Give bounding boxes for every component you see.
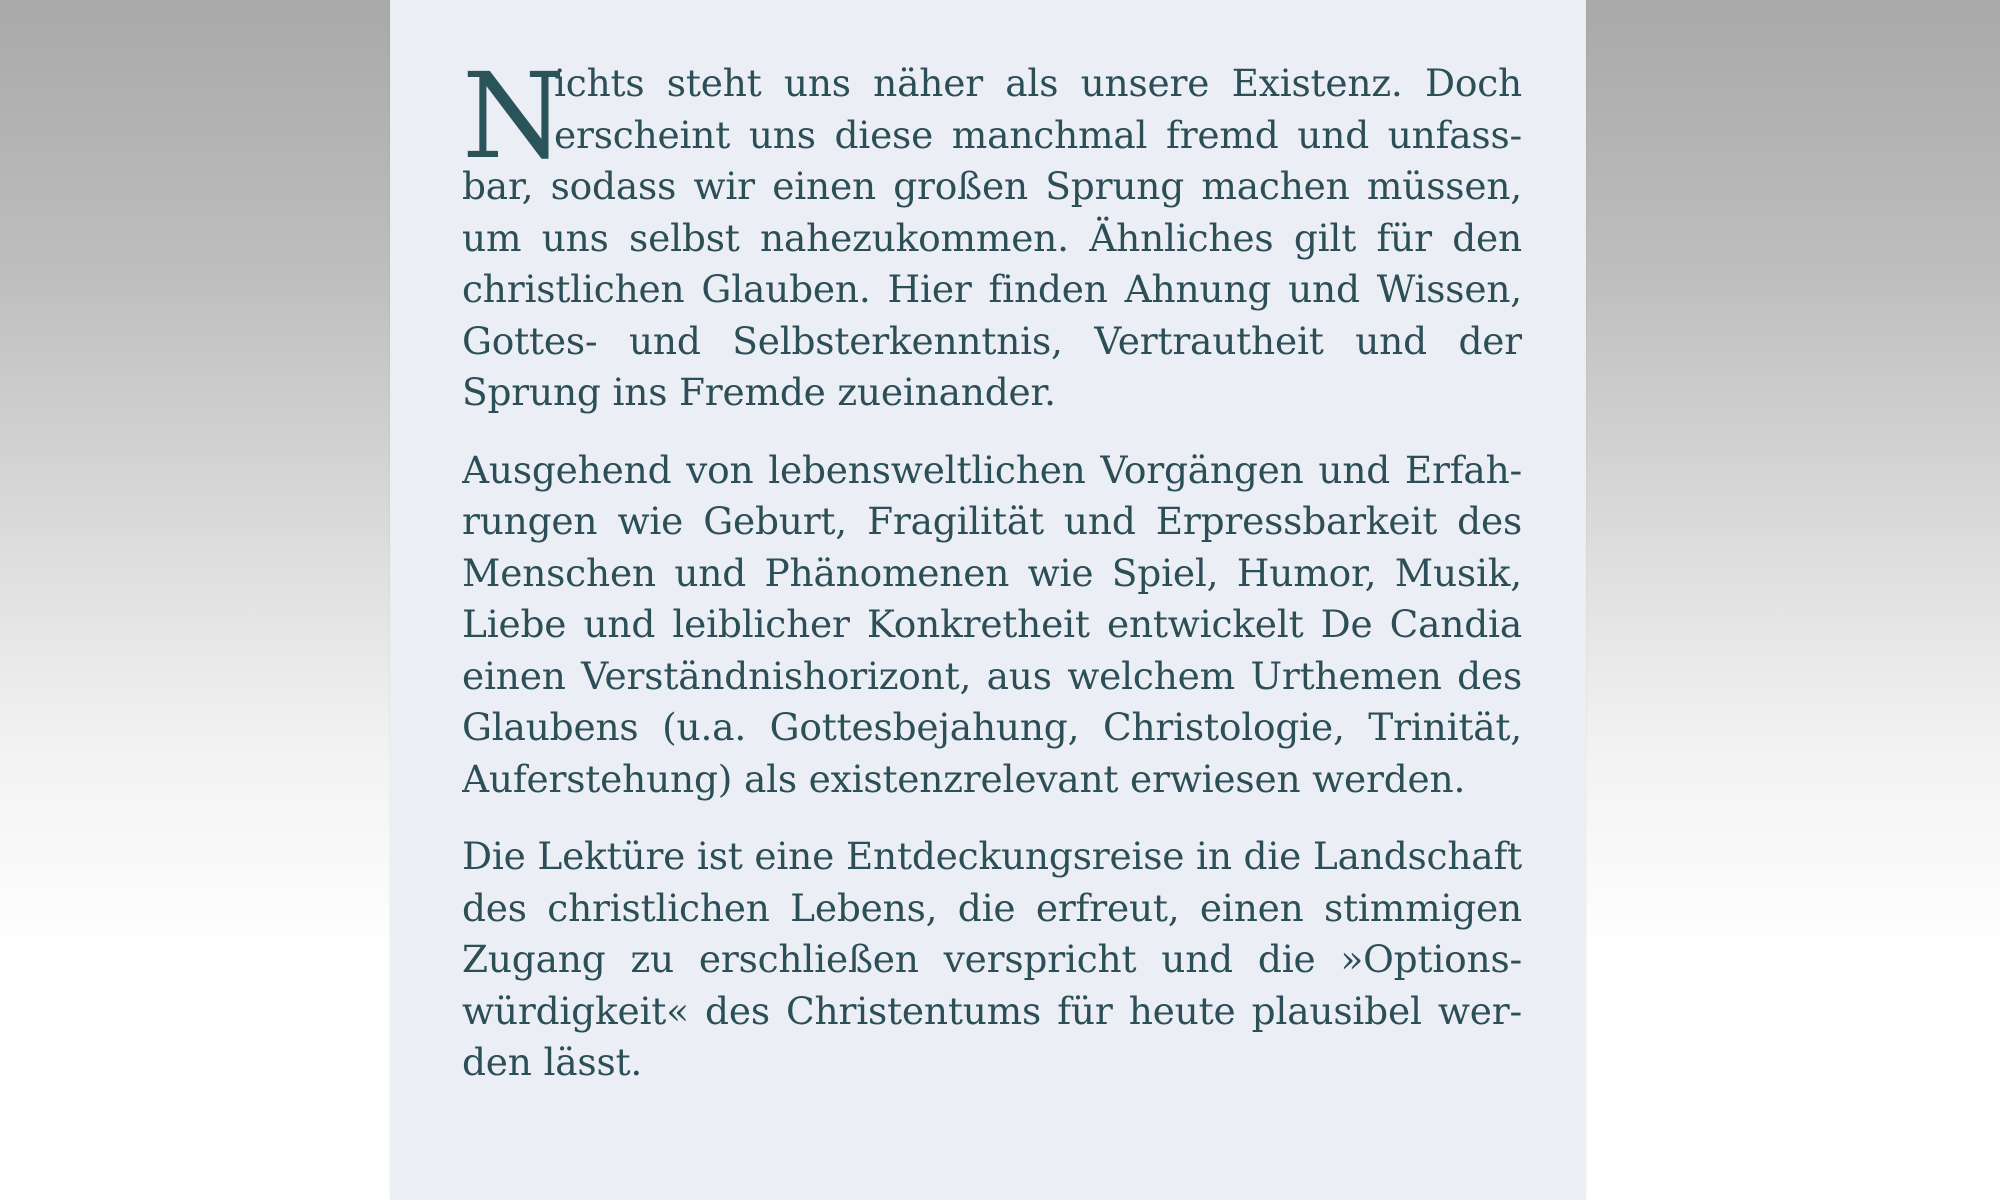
text-line: Gottes- und Selbsterkenntnis, Vertrautheit und der <box>462 318 1522 363</box>
text-line: ichts steht uns näher als unsere Existenz. Doch <box>554 61 1522 105</box>
paragraph-3 <box>462 831 1522 1089</box>
text-line: Zugang zu erschließen verspricht und die »Options- <box>462 937 1522 981</box>
text-line: bar, sodass wir einen großen Sprung machen müssen, <box>462 164 1522 208</box>
text-line: Sprung ins Fremde zueinander. <box>462 370 1056 414</box>
drop-cap: N <box>462 47 566 185</box>
text-line: Menschen und Phänomenen wie Spiel, Humor, Musik, <box>462 550 1522 595</box>
text-line: christlichen Glauben. Hier finden Ahnung und Wissen, <box>462 267 1522 311</box>
paragraph-1 <box>462 47 1522 419</box>
paragraph-2 <box>462 445 1522 806</box>
blurb-text <box>462 47 1522 1089</box>
text-line: den lässt. <box>462 1040 643 1084</box>
text-line: um uns selbst nahezukommen. Ähnliches gilt für den <box>462 215 1522 260</box>
text-line: des christlichen Lebens, die erfreut, einen stimmigen <box>462 885 1522 930</box>
text-line: erscheint uns diese manchmal fremd und unfass- <box>554 112 1522 157</box>
text-line: würdigkeit« des Christentums für heute plausibel wer- <box>462 988 1522 1033</box>
text-line: Auferstehung) als existenzrelevant erwiesen werden. <box>462 756 1466 801</box>
text-line: einen Verständnishorizont, aus welchem Urthemen des <box>462 653 1522 698</box>
text-line: Glaubens (u.a. Gottesbejahung, Christologie, Trinität, <box>462 705 1522 749</box>
text-line: Die Lektüre ist eine Entdeckungsreise in die Landschaft <box>462 834 1522 878</box>
text-line: Ausgehend von lebensweltlichen Vorgängen und Erfah- <box>462 447 1522 492</box>
text-line: Liebe und leiblicher Konkretheit entwickelt De Candia <box>462 602 1522 646</box>
text-line: rungen wie Geburt, Fragilität und Erpressbarkeit des <box>462 499 1522 543</box>
book-back-cover <box>390 0 1586 1200</box>
